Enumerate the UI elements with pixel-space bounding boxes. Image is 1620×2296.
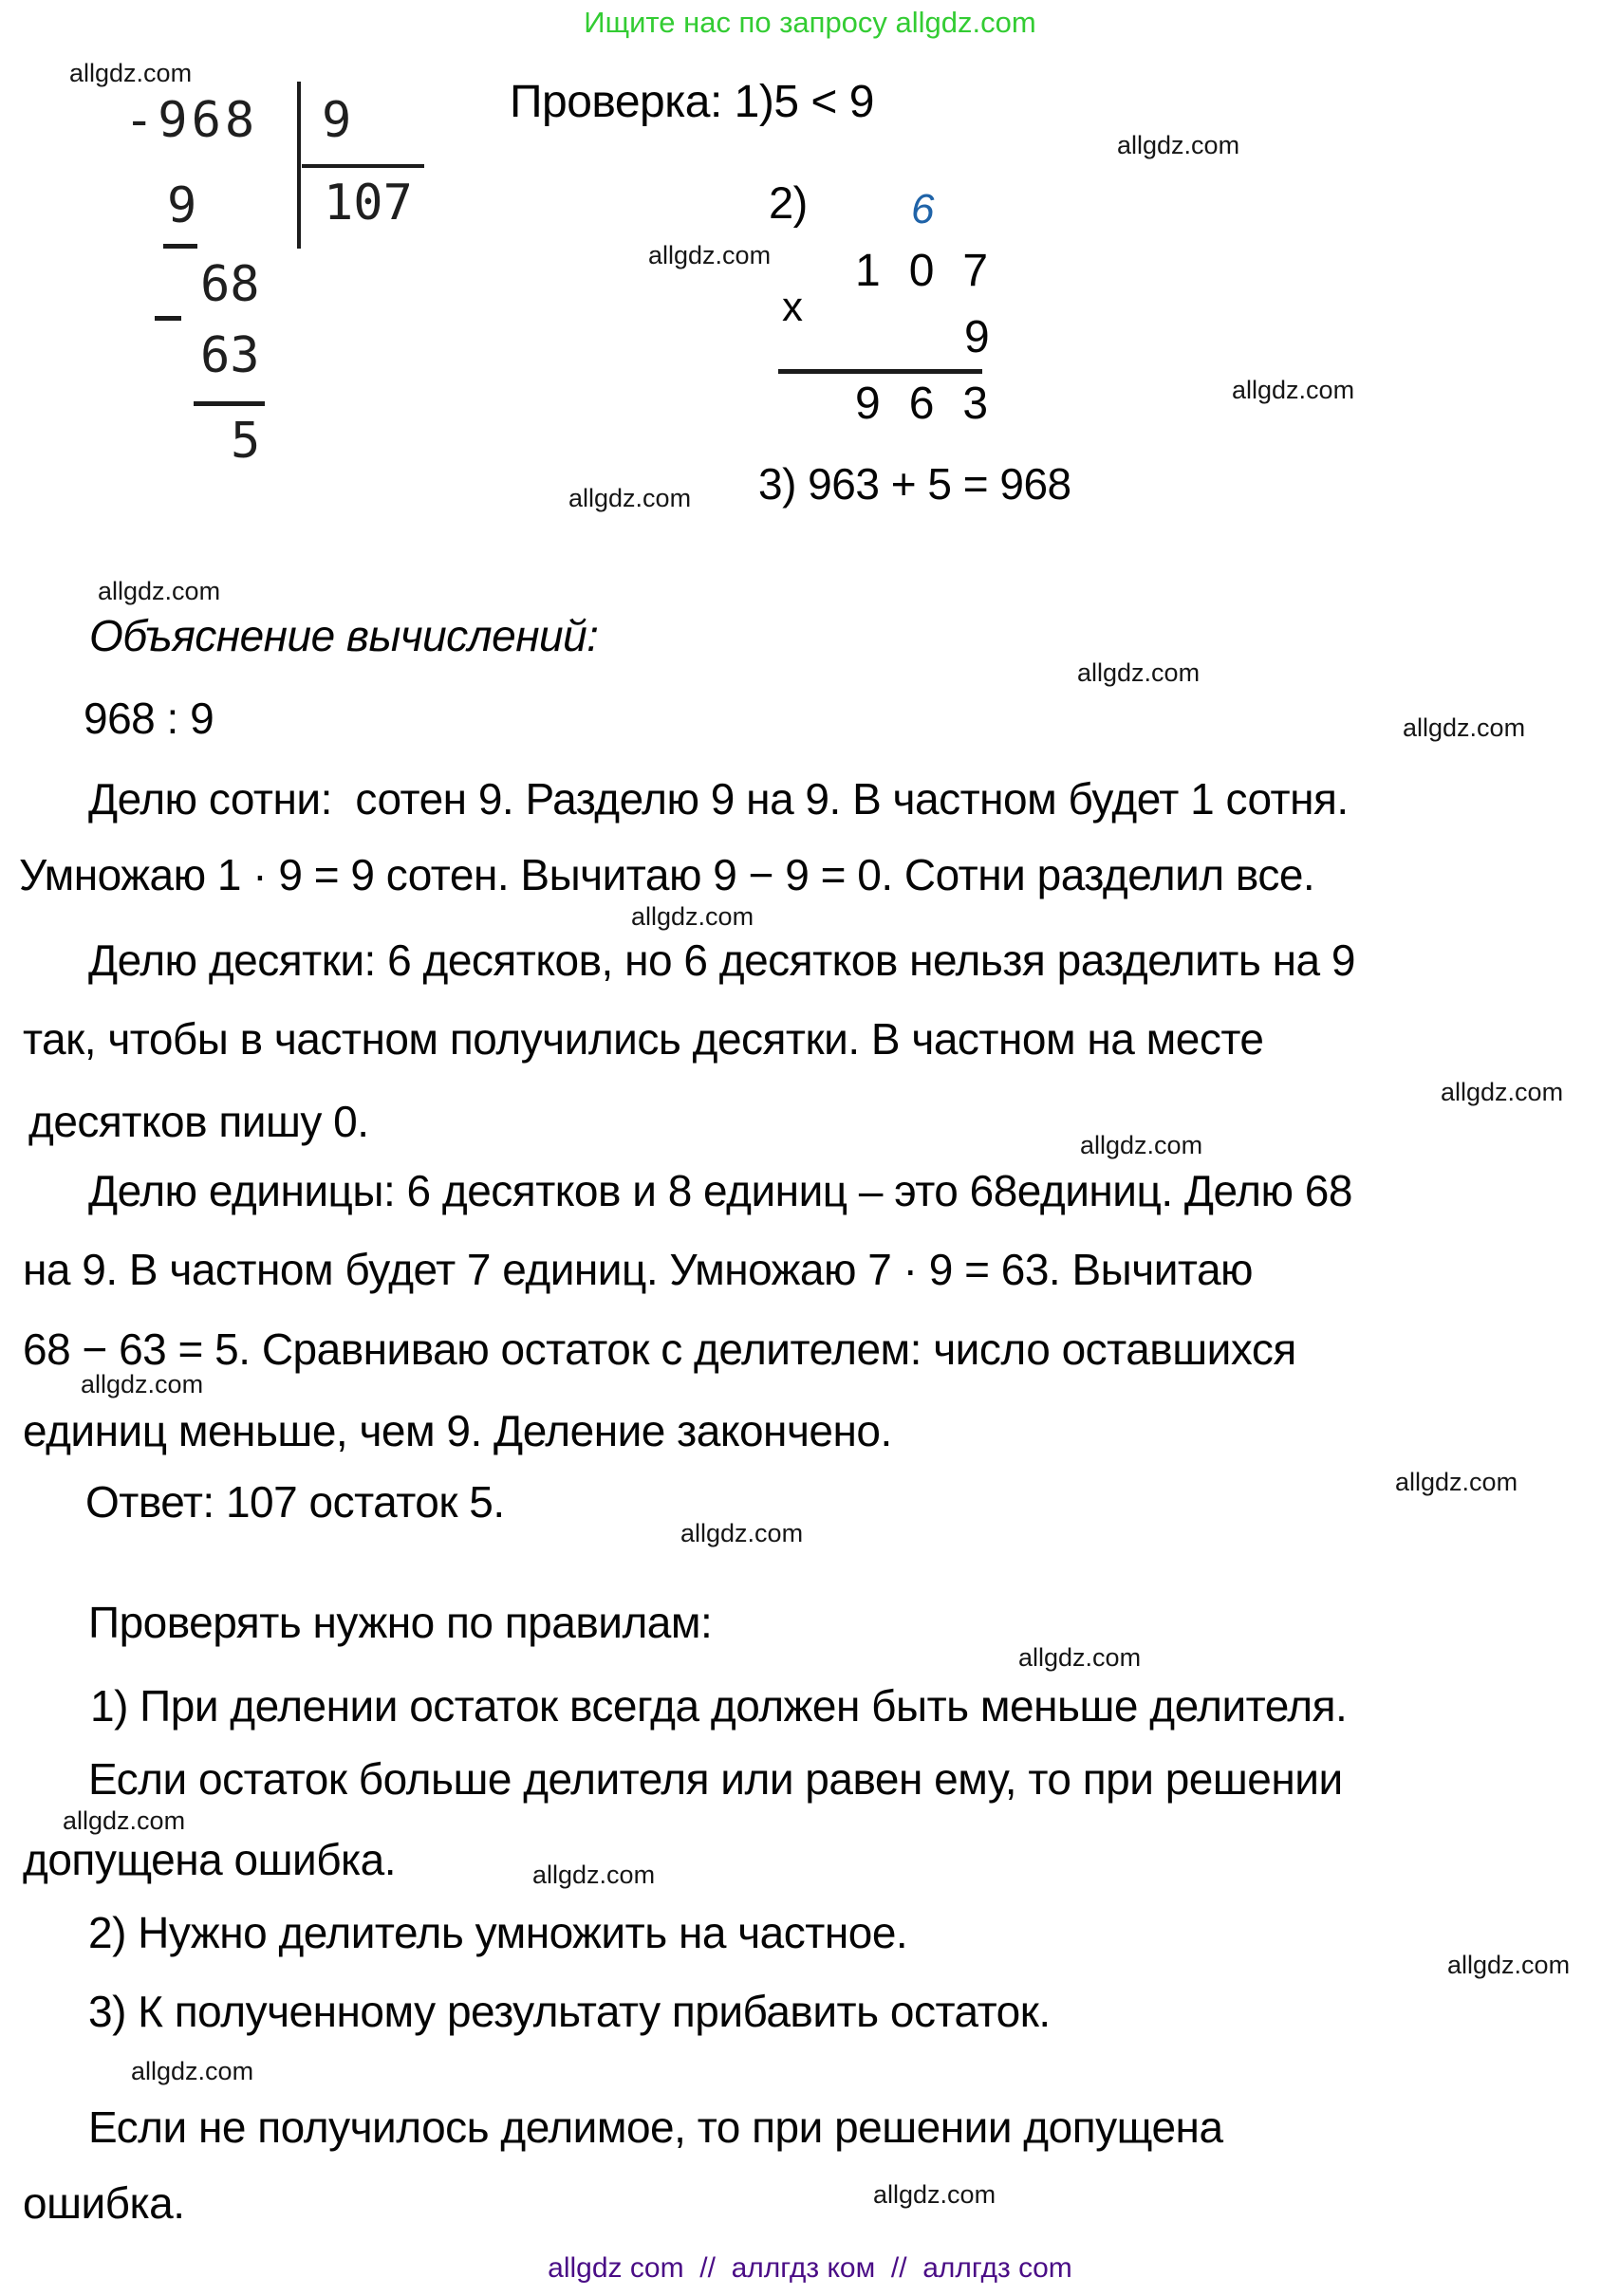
rules-intro: Проверять нужно по правилам: [88,1598,713,1647]
explanation-line: так, чтобы в частном получились десятки. В частном на месте [23,1014,1264,1064]
rule-line: ошибка. [23,2178,185,2228]
explanation-line: 68 − 63 = 5. Сравниваю остаток с делителем: число оставшихся [23,1324,1296,1374]
check-step-1: 1)5 < 9 [721,77,874,127]
explanation-line: единиц меньше, чем 9. Деление закончено. [23,1406,892,1455]
check-heading [510,77,874,127]
check-step-2-label: 2) [769,177,808,228]
problem-statement: 968 : 9 [84,694,214,743]
watermark: allgdz.com [1077,658,1201,687]
quotient: 107 [324,175,413,231]
minus-sign-dash [155,316,181,321]
subtract-dash-1 [163,244,197,249]
watermark: allgdz.com [1441,1078,1564,1106]
dividend: -968 [124,92,259,149]
answer-line: Ответ: 107 остаток 5. [85,1477,505,1527]
explanation-line: Делю единицы: 6 десятков и 8 единиц – это 68единиц. Делю 68 [88,1166,1352,1215]
rule-line: 1) При делении остаток всегда должен быть меньше делителя. [90,1681,1348,1731]
times-sign: x [782,284,803,330]
watermark: allgdz.com [69,59,193,87]
watermark: allgdz.com [568,484,692,512]
product-line [778,369,982,374]
product: 963 [855,379,1017,429]
remainder-value: 5 [231,413,261,470]
bring-down-value: 68 [200,256,260,313]
watermark: allgdz.com [680,1519,804,1547]
subtract-step-2: 63 [200,327,260,384]
watermark: allgdz.com [648,241,772,269]
explanation-line: десятков пишу 0. [28,1097,369,1146]
watermark: allgdz.com [1447,1951,1571,1979]
watermark: allgdz.com [1080,1131,1203,1159]
remainder-line [194,401,265,406]
subtract-step-1: 9 [167,177,197,234]
explanation-line: на 9. В частном будет 7 единиц. Умножаю 7 · 9 = 63. Вычитаю [23,1245,1254,1294]
check-step-3: 3) 963 + 5 = 968 [758,459,1071,509]
rule-line: 2) Нужно делитель умножить на частное. [88,1908,908,1957]
watermark: allgdz.com [1018,1643,1142,1672]
watermark: allgdz.com [98,577,221,605]
explanation-line: Делю десятки: 6 десятков, но 6 десятков нельзя разделить на 9 [88,935,1355,985]
rule-line: 3) К полученному результату прибавить остаток. [88,1987,1051,2036]
explanation-title: Объяснение вычислений: [89,611,599,660]
carry-digit: 6 [911,186,935,232]
rule-line: Если не получилось делимое, то при решении допущена [88,2102,1223,2152]
check-heading-label: Проверка: [510,77,722,127]
rule-line: допущена ошибка. [23,1835,397,1884]
rule-line: Если остаток больше делителя или равен ему, то при решении [88,1754,1343,1804]
watermark: allgdz.com [532,1861,656,1889]
division-vertical-line [297,82,301,249]
division-quotient-line [302,164,424,168]
watermark: allgdz.com [63,1806,186,1835]
watermark: allgdz.com [1232,376,1355,404]
watermark: allgdz.com [1403,713,1526,742]
multiplicand: 107 [855,246,1017,296]
watermark: allgdz.com [631,902,754,931]
watermark: allgdz.com [1395,1468,1518,1496]
explanation-line: Делю сотни: сотен 9. Разделю 9 на 9. В частном будет 1 сотня. [88,774,1349,824]
footer-links: allgdz com // аллгдз ком // аллгдз com [548,2252,1072,2284]
watermark: allgdz.com [81,1370,204,1398]
watermark: allgdz.com [1117,131,1240,159]
watermark: allgdz.com [131,2057,254,2085]
divisor: 9 [322,92,352,149]
promo-banner: Ищите нас по запросу allgdz.com [584,6,1036,39]
multiplier: 9 [964,312,1018,362]
explanation-line: Умножаю 1 · 9 = 9 сотен. Вычитаю 9 − 9 = 0. Сотни разделил все. [19,850,1315,899]
watermark: allgdz.com [873,2180,996,2209]
